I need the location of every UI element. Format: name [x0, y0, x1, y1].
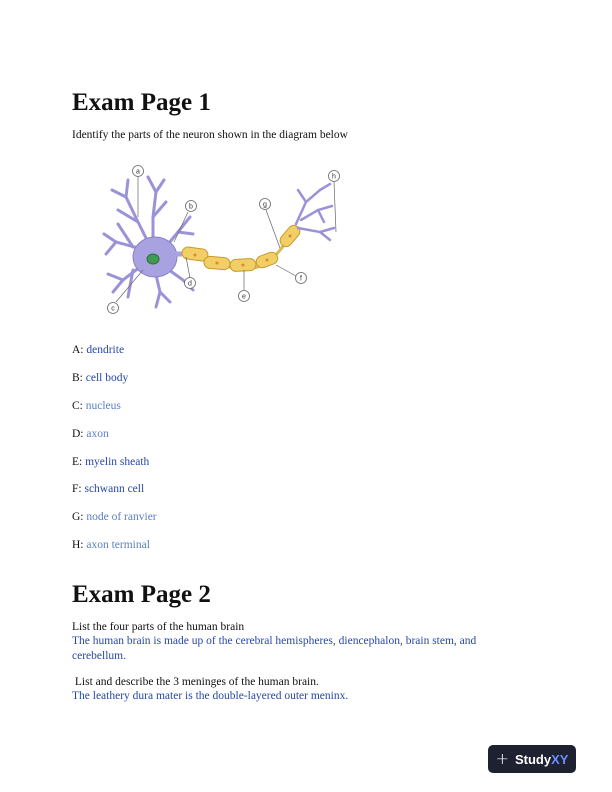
answer-brain-parts: The human brain is made up of the cerebral hemispheres, diencephalon, brain stem, and cerebellum.	[72, 635, 477, 662]
logo-text: StudyXY	[514, 751, 569, 767]
neuron-instruction: Identify the parts of the neuron shown in the diagram below	[72, 129, 348, 141]
label-h: h	[332, 173, 336, 181]
page-2-title: Exam Page 2	[72, 581, 211, 608]
plus-icon: +	[495, 749, 509, 768]
answer-d: D: axon	[72, 428, 109, 440]
answer-b: B: cell body	[72, 372, 129, 384]
label-b: b	[189, 203, 193, 211]
question-meninges: List and describe the 3 meninges of the human brain.	[72, 676, 319, 688]
answer-c: C: nucleus	[72, 400, 121, 412]
label-f: f	[300, 275, 302, 283]
answer-e: E: myelin sheath	[72, 456, 150, 468]
label-d: d	[188, 280, 192, 288]
nucleus	[147, 254, 159, 264]
studyxy-logo[interactable]	[488, 745, 576, 773]
label-a: a	[136, 168, 140, 176]
label-markers	[108, 166, 340, 314]
answer-g: G: node of ranvier	[72, 511, 157, 523]
answer-h: H: axon terminal	[72, 539, 150, 551]
answer-meninges: The leathery dura mater is the double-layered outer meninx.	[72, 690, 349, 702]
question-brain-parts: List the four parts of the human brain	[72, 621, 245, 633]
page-1-title: Exam Page 1	[72, 89, 211, 116]
answer-f: F: schwann cell	[72, 483, 145, 495]
answer-a: A: dendrite	[72, 344, 125, 356]
label-e: e	[242, 293, 246, 301]
label-g: g	[263, 201, 267, 209]
label-c: c	[111, 305, 115, 313]
neuron-diagram	[98, 162, 348, 320]
axon-terminals	[296, 184, 334, 240]
